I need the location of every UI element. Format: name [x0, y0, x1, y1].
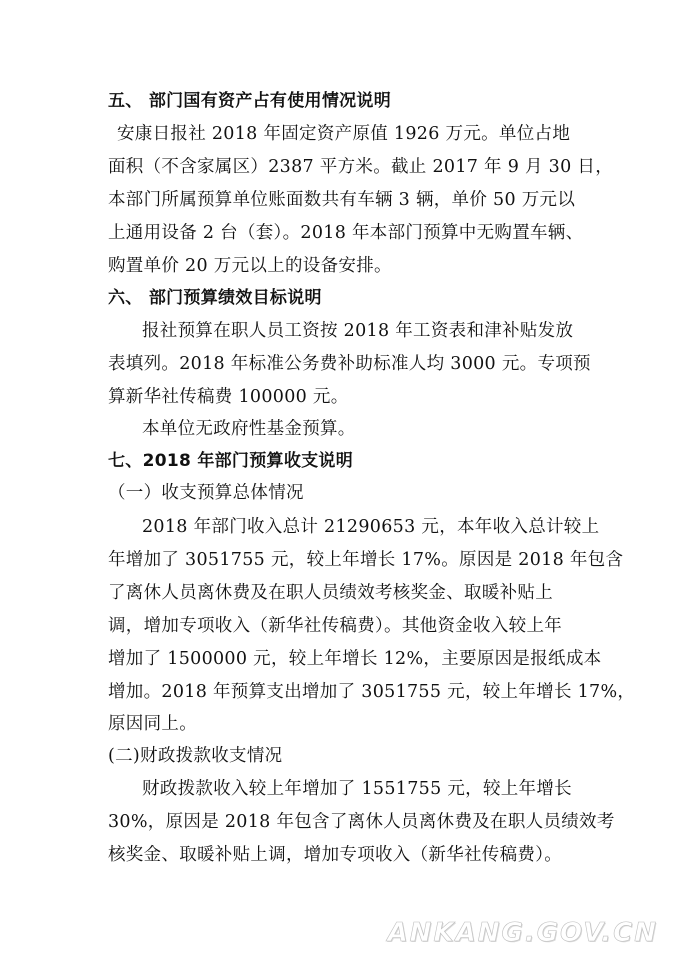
paragraph-line: 增加了 1500000 元，较上年增长 12%，主要原因是报纸成本 — [108, 649, 602, 669]
section-heading-budget: 七、2018 年部门预算收支说明 — [108, 451, 354, 471]
paragraph-line: 年增加了 3051755 元，较上年增长 17%。原因是 2018 年包含 — [108, 550, 624, 570]
paragraph-line: 购置单价 20 万元以上的设备安排。 — [108, 256, 392, 276]
paragraph-line: 核奖金、取暖补贴上调，增加专项收入（新华社传稿费）。 — [108, 845, 563, 865]
paragraph-line: 算新华社传稿费 100000 元。 — [108, 387, 349, 407]
site-watermark: ANKANG.GOV.CN — [387, 918, 658, 948]
section-heading-assets: 五、 部门国有资产占有使用情况说明 — [108, 91, 392, 111]
paragraph-line: 上通用设备 2 台（套）。2018 年本部门预算中无购置车辆、 — [108, 223, 584, 243]
paragraph-line: 2018 年部门收入总计 21290653 元，本年收入总计较上 — [142, 517, 600, 537]
paragraph-line: 增加。2018 年预算支出增加了 3051755 元，较上年增长 17%， — [108, 682, 636, 702]
paragraph-line: 了离休人员离休费及在职人员绩效考核奖金、取暖补贴上 — [108, 583, 553, 603]
paragraph-line: 表填列。2018 年标准公务费补助标准人均 3000 元。专项预 — [108, 354, 591, 374]
paragraph-line: 面积（不含家属区）2387 平方米。截止 2017 年 9 月 30 日， — [108, 157, 614, 177]
paragraph-line: 报社预算在职人员工资按 2018 年工资表和津补贴发放 — [142, 321, 574, 341]
subsection-title: （一）收支预算总体情况 — [108, 483, 304, 503]
paragraph-line: 原因同上。 — [108, 714, 197, 734]
paragraph-line: 财政拨款收入较上年增加了 1551755 元，较上年增长 — [142, 779, 572, 799]
paragraph-line: 调，增加专项收入（新华社传稿费）。其他资金收入较上年 — [108, 616, 563, 636]
paragraph-line: 本单位无政府性基金预算。 — [142, 419, 356, 439]
subsection-title: (二)财政拨款收支情况 — [108, 746, 283, 766]
paragraph-line: 本部门所属预算单位账面数共有车辆 3 辆，单价 50 万元以 — [108, 190, 576, 210]
paragraph-line: 安康日报社 2018 年固定资产原值 1926 万元。单位占地 — [117, 124, 571, 144]
paragraph-line: 30%，原因是 2018 年包含了离休人员离休费及在职人员绩效考 — [108, 812, 615, 832]
section-heading-performance: 六、 部门预算绩效目标说明 — [108, 288, 322, 308]
